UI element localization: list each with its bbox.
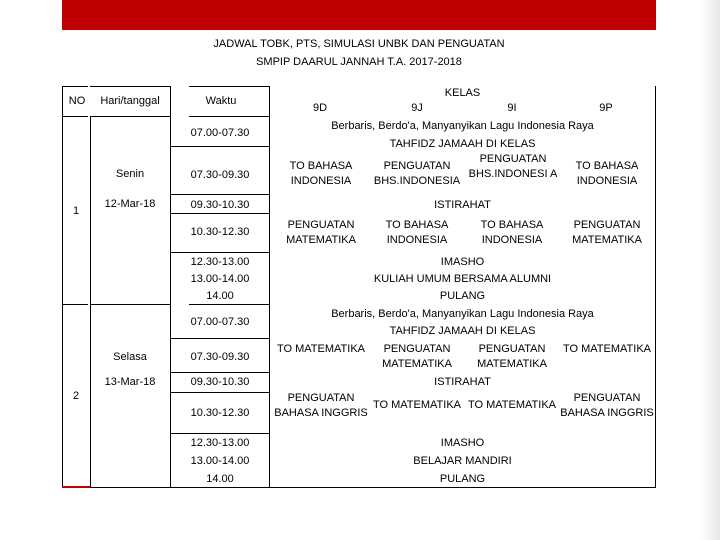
day1-tahfidz: TAHFIDZ JAMAAH DI KELAS	[389, 138, 536, 150]
day-sep-day	[90, 304, 170, 305]
day1-date: 12-Mar-18	[104, 198, 156, 210]
day2-s4-9j: TO MATEMATIKA	[372, 399, 461, 411]
day-sep-no	[62, 304, 88, 305]
day2-s2-9d: TO MATEMATIKA	[276, 343, 365, 355]
border-top-time	[189, 86, 269, 87]
day1-s2-9p: TO BAHASA INDONESIA	[575, 160, 639, 187]
day1-row-sep-3	[170, 213, 269, 214]
day2-day: Selasa	[113, 351, 147, 363]
day1-opening: Berbaris, Berdo'a, Manyanyikan Lagu Indonesia Raya	[331, 120, 594, 132]
day2-s6: BELAJAR MANDIRI	[413, 455, 512, 467]
day1-time-4: 10.30-12.30	[190, 226, 250, 238]
day1-row-sep-1	[170, 146, 269, 147]
day2-row-sep-2	[170, 372, 269, 373]
day2-imasho: IMASHO	[440, 437, 485, 449]
border-top-day	[90, 86, 170, 87]
day1-pulang: PULANG	[439, 290, 486, 302]
day2-s2-9p: TO MATEMATIKA	[562, 343, 651, 355]
day1-row-sep-2	[170, 194, 269, 195]
header-sep-time	[189, 116, 269, 117]
day1-s4-9i: TO BAHASA INDONESIA	[480, 219, 544, 246]
header-9d: 9D	[312, 102, 328, 114]
day2-time-4: 10.30-12.30	[190, 407, 250, 419]
header-sep-no	[62, 116, 88, 117]
header-kelas: KELAS	[444, 87, 481, 99]
border-top-no	[62, 86, 88, 87]
day2-tahfidz: TAHFIDZ JAMAAH DI KELAS	[389, 325, 536, 337]
day1-s4-9p: PENGUATAN MATEMATIKA	[572, 219, 642, 246]
day1-break: ISTIRAHAT	[434, 199, 491, 211]
day1-s4-9d: PENGUATAN MATEMATIKA	[286, 219, 356, 246]
day2-time-2: 07.30-09.30	[190, 351, 250, 363]
day1-s2-9j: PENGUATAN BHS.INDONESIA	[373, 160, 461, 187]
day2-s4-9d: PENGUATAN BAHASA INGGRIS	[274, 392, 368, 419]
page-shadow	[700, 0, 720, 540]
day1-row-sep-4	[170, 252, 269, 253]
day2-opening: Berbaris, Berdo'a, Manyanyikan Lagu Indonesia Raya	[331, 308, 594, 320]
border-bottom	[62, 487, 656, 488]
day2-break: ISTIRAHAT	[434, 376, 491, 388]
header-9i: 9I	[507, 102, 517, 114]
header-day: Hari/tanggal	[100, 95, 160, 107]
day1-time-2: 07.30-09.30	[190, 169, 250, 181]
day2-time-3: 09.30-10.30	[190, 376, 250, 388]
header-time: Waktu	[205, 95, 237, 107]
page-title: JADWAL TOBK, PTS, SIMULASI UNBK DAN PENGUATAN	[213, 38, 505, 50]
header-9p: 9P	[599, 102, 613, 114]
day1-time-7: 14.00	[206, 290, 234, 302]
day1-imasho: IMASHO	[440, 256, 485, 268]
day2-s4-9p: PENGUATAN BAHASA INGGRIS	[560, 392, 654, 419]
day1-s2-9d: TO BAHASA INDONESIA	[289, 160, 353, 187]
day2-row-sep-3	[170, 392, 269, 393]
day1-no: 1	[72, 205, 80, 217]
header-bar	[62, 0, 656, 30]
day2-row-sep-4	[170, 433, 269, 434]
day2-time-5: 12.30-13.00	[190, 437, 250, 449]
page-subtitle: SMPIP DAARUL JANNAH T.A. 2017-2018	[256, 56, 462, 68]
day2-s4-9i: TO MATEMATIKA	[467, 399, 556, 411]
day2-pulang: PULANG	[439, 473, 486, 485]
border-left	[62, 86, 63, 487]
day1-s6: KULIAH UMUM BERSAMA ALUMNI	[373, 273, 552, 285]
day2-time-6: 13.00-14.00	[190, 455, 250, 467]
day2-time-1: 07.00-07.30	[190, 316, 250, 328]
day1-s2-9i: PENGUATAN BHS.INDONESI A	[468, 153, 558, 180]
day1-time-1: 07.00-07.30	[190, 127, 250, 139]
day2-time-7: 14.00	[206, 473, 234, 485]
day2-row-sep-1	[170, 338, 269, 339]
day1-s4-9j: TO BAHASA INDONESIA	[385, 219, 449, 246]
day1-time-6: 13.00-14.00	[190, 273, 250, 285]
border-right	[655, 86, 656, 487]
day2-s2-9i: PENGUATAN MATEMATIKA	[477, 343, 547, 370]
accent-mark	[62, 486, 90, 488]
day2-date: 13-Mar-18	[104, 376, 156, 388]
day2-s2-9j: PENGUATAN MATEMATIKA	[382, 343, 452, 370]
header-9j: 9J	[411, 102, 423, 114]
header-sep-day	[90, 116, 170, 117]
day1-day: Senin	[115, 168, 145, 180]
day2-no: 2	[72, 390, 80, 402]
header-no: NO	[68, 95, 86, 107]
day1-time-5: 12.30-13.00	[190, 256, 250, 268]
day-sep-time	[189, 304, 269, 305]
day1-time-3: 09.30-10.30	[190, 199, 250, 211]
